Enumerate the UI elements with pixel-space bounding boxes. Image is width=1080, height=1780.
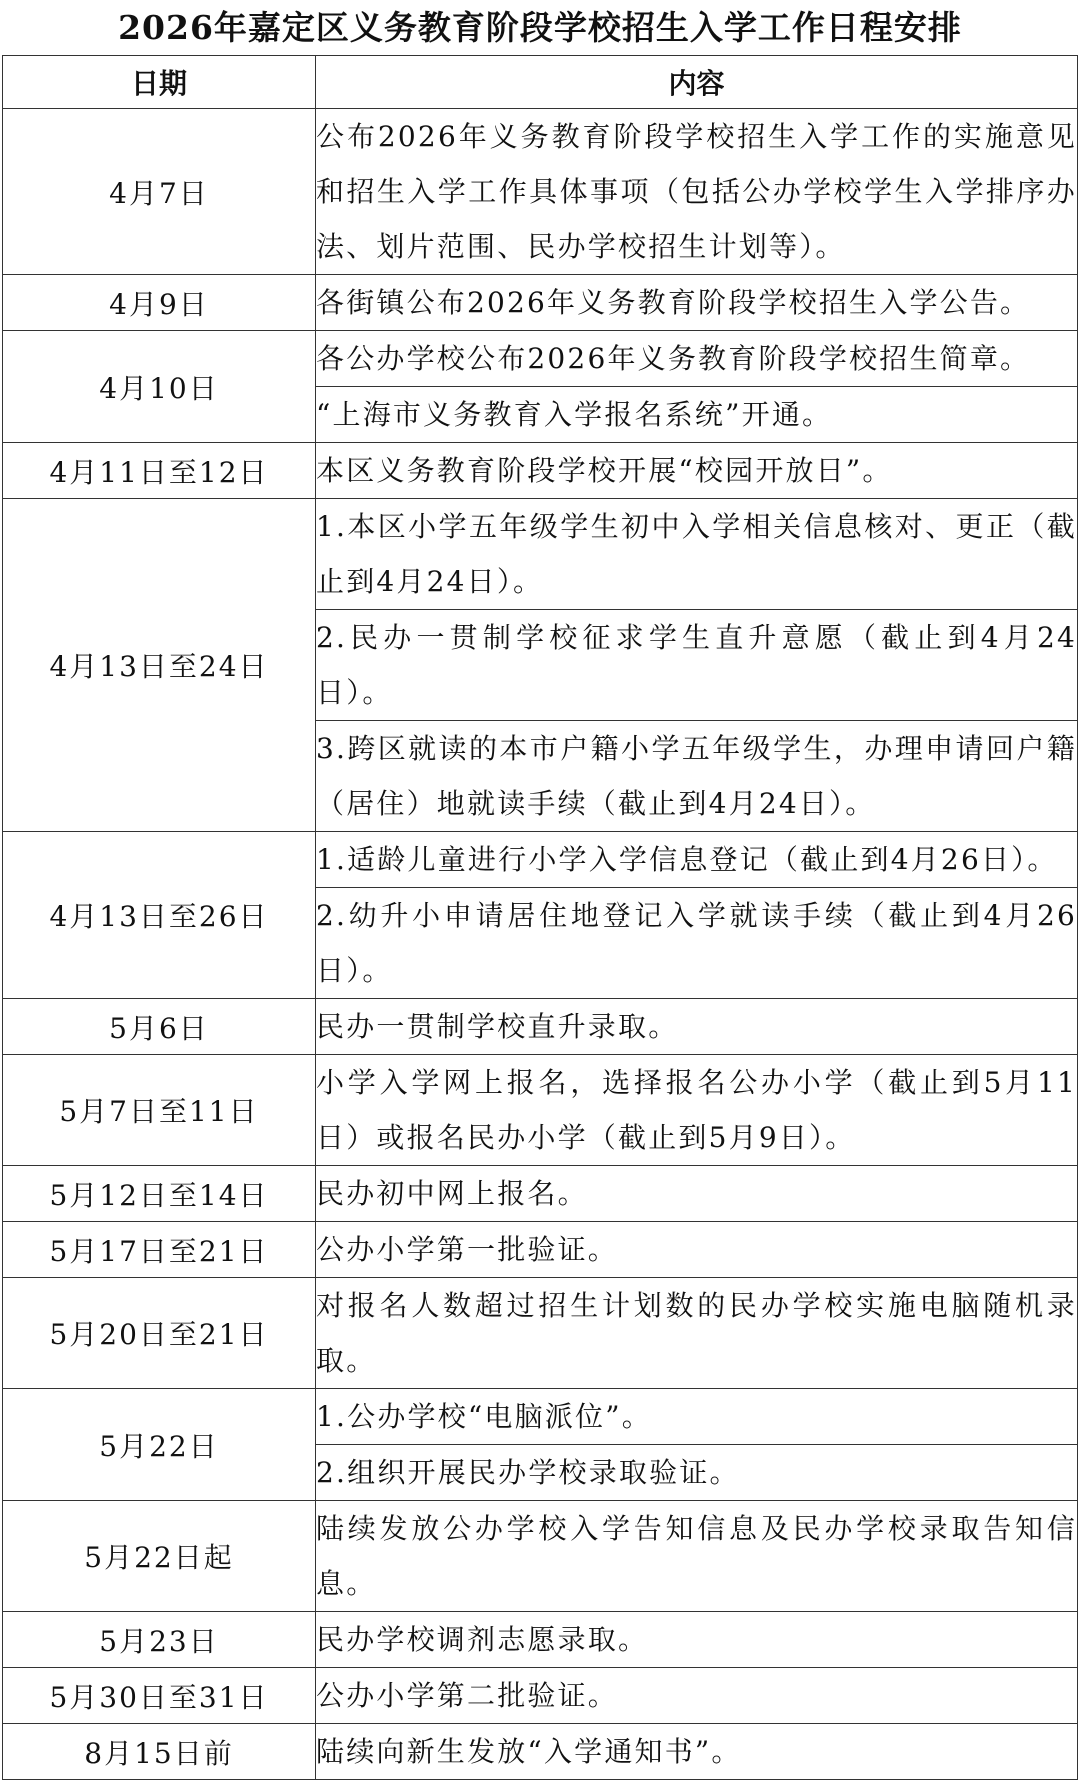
table-header-row [3,56,1078,109]
table-row [3,1724,1078,1780]
content-cell: 公办小学第二批验证。 [316,1668,1078,1724]
date-cell: 5月20日至21日 [3,1278,316,1389]
header-content: 内容 [316,56,1078,109]
table-row [3,1668,1078,1724]
content-cell: “上海市义务教育入学报名系统”开通。 [316,387,1078,443]
date-cell: 5月6日 [3,999,316,1055]
content-cell: 1.适龄儿童进行小学入学信息登记（截止到4月26日）。 [316,832,1078,888]
content-cell: 2.幼升小申请居住地登记入学就读手续（截止到4月26日）。 [316,888,1078,999]
table-row [3,832,1078,888]
table-row [3,1222,1078,1278]
table-row [3,1166,1078,1222]
date-cell: 4月10日 [3,331,316,443]
date-cell: 4月9日 [3,275,316,331]
date-cell: 4月11日至12日 [3,443,316,499]
content-cell: 对报名人数超过招生计划数的民办学校实施电脑随机录取。 [316,1278,1078,1389]
content-cell: 公办小学第一批验证。 [316,1222,1078,1278]
content-cell: 2.组织开展民办学校录取验证。 [316,1445,1078,1501]
content-cell: 各公办学校公布2026年义务教育阶段学校招生简章。 [316,331,1078,387]
date-cell: 5月17日至21日 [3,1222,316,1278]
document-title: 2026年嘉定区义务教育阶段学校招生入学工作日程安排 [118,8,962,47]
table-row [3,1501,1078,1612]
date-cell: 5月22日起 [3,1501,316,1612]
date-cell: 5月23日 [3,1612,316,1668]
table-row [3,331,1078,387]
content-cell: 2.民办一贯制学校征求学生直升意愿（截止到4月24日）。 [316,610,1078,721]
table-row [3,1278,1078,1389]
table-row [3,1612,1078,1668]
header-date: 日期 [3,56,316,109]
schedule-table [2,55,1078,1780]
date-cell: 4月13日至24日 [3,499,316,832]
content-cell: 1.本区小学五年级学生初中入学相关信息核对、更正（截止到4月24日）。 [316,499,1078,610]
content-cell: 公布2026年义务教育阶段学校招生入学工作的实施意见和招生入学工作具体事项（包括公办学校学生入学排序办法、划片范围、民办学校招生计划等）。 [316,109,1078,275]
schedule-body [3,109,1078,1780]
date-cell: 5月12日至14日 [3,1166,316,1222]
table-row [3,275,1078,331]
content-cell: 陆续向新生发放“入学通知书”。 [316,1724,1078,1780]
table-row [3,499,1078,610]
date-cell: 5月7日至11日 [3,1055,316,1166]
content-cell: 小学入学网上报名，选择报名公办小学（截止到5月11日）或报名民办小学（截止到5月9日）。 [316,1055,1078,1166]
date-cell: 8月15日前 [3,1724,316,1780]
date-cell: 4月7日 [3,109,316,275]
table-row [3,109,1078,275]
content-cell: 陆续发放公办学校入学告知信息及民办学校录取告知信息。 [316,1501,1078,1612]
table-row [3,443,1078,499]
date-cell: 4月13日至26日 [3,832,316,999]
content-cell: 本区义务教育阶段学校开展“校园开放日”。 [316,443,1078,499]
content-cell: 民办初中网上报名。 [316,1166,1078,1222]
table-row [3,1389,1078,1445]
content-cell: 1.公办学校“电脑派位”。 [316,1389,1078,1445]
content-cell: 各街镇公布2026年义务教育阶段学校招生入学公告。 [316,275,1078,331]
date-cell: 5月30日至31日 [3,1668,316,1724]
table-row [3,1055,1078,1166]
content-cell: 民办学校调剂志愿录取。 [316,1612,1078,1668]
content-cell: 3.跨区就读的本市户籍小学五年级学生，办理申请回户籍（居住）地就读手续（截止到4月24日）。 [316,721,1078,832]
table-row [3,999,1078,1055]
date-cell: 5月22日 [3,1389,316,1501]
content-cell: 民办一贯制学校直升录取。 [316,999,1078,1055]
